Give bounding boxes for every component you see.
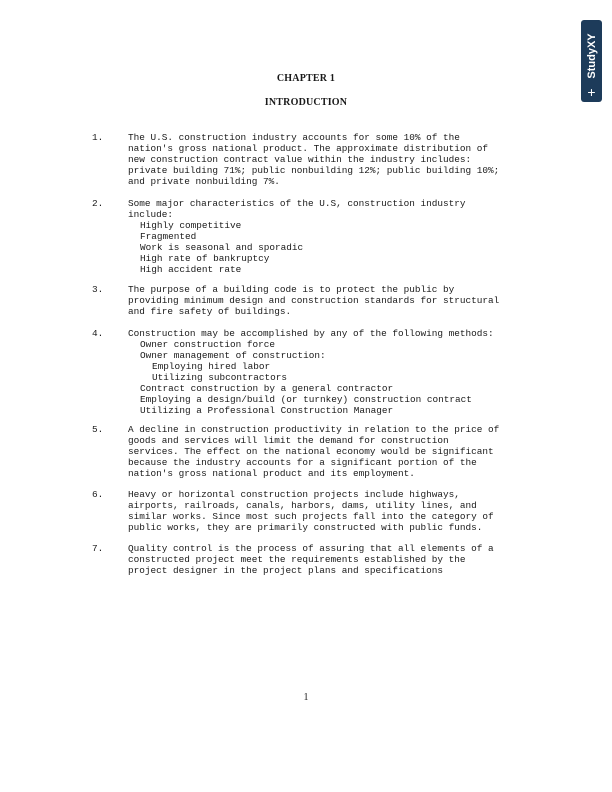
text-line: Heavy or horizontal construction projects include highways, bbox=[128, 489, 460, 500]
text-line: and fire safety of buildings. bbox=[128, 306, 292, 317]
text-line: similar works. Since most such projects fall into the category of bbox=[128, 511, 494, 522]
sub-method-item: Employing hired labor bbox=[152, 361, 271, 372]
item-text bbox=[128, 328, 548, 416]
method-item: Owner construction force bbox=[140, 339, 276, 350]
item-text bbox=[128, 132, 548, 187]
item-text bbox=[128, 284, 548, 317]
sublist-item: High accident rate bbox=[140, 264, 242, 275]
text-line: new construction contract value within the industry includes: bbox=[128, 154, 472, 165]
sublist-item: Highly competitive bbox=[140, 220, 242, 231]
text-line: Some major characteristics of the U.S, construction industry bbox=[128, 198, 466, 209]
text-line: Construction may be accomplished by any of the following methods: bbox=[128, 328, 494, 339]
sublist-item: Fragmented bbox=[140, 231, 197, 242]
chapter-heading: CHAPTER 1 bbox=[276, 73, 336, 84]
text-line: services. The effect on the national economy would be significant bbox=[128, 446, 494, 457]
item-number: 3. bbox=[92, 284, 104, 295]
text-line: public works, they are primarily constructed with public funds. bbox=[128, 522, 483, 533]
plus-icon: + bbox=[587, 84, 596, 100]
method-item: Contract construction by a general contractor bbox=[140, 383, 394, 394]
text-line: The U.S. construction industry accounts for some 10% of the bbox=[128, 132, 460, 143]
sub-method-item: Utilizing subcontractors bbox=[152, 372, 288, 383]
item-number: 1. bbox=[92, 132, 104, 143]
item-number: 7. bbox=[92, 543, 104, 554]
text-line: project designer in the project plans and specifications bbox=[128, 565, 444, 576]
text-line: constructed project meet the requirements established by the bbox=[128, 554, 466, 565]
text-line: A decline in construction productivity in relation to the price of bbox=[128, 424, 500, 435]
text-line: goods and services will limit the demand for construction bbox=[128, 435, 449, 446]
item-text bbox=[128, 198, 548, 275]
text-line: The purpose of a building code is to protect the public by bbox=[128, 284, 455, 295]
text-line: providing minimum design and construction standards for structural bbox=[128, 295, 500, 306]
method-item: Employing a design/build (or turnkey) construction contract bbox=[140, 394, 472, 405]
text-line: private building 71%; public nonbuilding 12%; public building 10%; bbox=[128, 165, 500, 176]
watermark-text: StudyXY bbox=[585, 33, 598, 79]
method-item: Utilizing a Professional Construction Manager bbox=[140, 405, 394, 416]
item-text bbox=[128, 424, 548, 479]
sublist-item: High rate of bankruptcy bbox=[140, 253, 270, 264]
item-text bbox=[128, 489, 548, 533]
item-number: 6. bbox=[92, 489, 104, 500]
text-line: because the industry accounts for a significant portion of the bbox=[128, 457, 477, 468]
text-line: airports, railroads, canals, harbors, dams, utility lines, and bbox=[128, 500, 477, 511]
text-line: nation's gross national product and its employment. bbox=[128, 468, 415, 479]
text-line: and private nonbuilding 7%. bbox=[128, 176, 280, 187]
studyxy-watermark bbox=[581, 20, 602, 102]
item-number: 4. bbox=[92, 328, 104, 339]
item-text bbox=[128, 543, 548, 576]
sublist-item: Work is seasonal and sporadic bbox=[140, 242, 304, 253]
method-item: Owner management of construction: bbox=[140, 350, 326, 361]
text-line: Quality control is the process of assuring that all elements of a bbox=[128, 543, 494, 554]
item-number: 2. bbox=[92, 198, 104, 209]
text-line: include: bbox=[128, 209, 174, 220]
item-number: 5. bbox=[92, 424, 104, 435]
text-line: nation's gross national product. The approximate distribution of bbox=[128, 143, 489, 154]
page-number: 1 bbox=[303, 692, 309, 703]
page-title: INTRODUCTION bbox=[264, 97, 348, 108]
